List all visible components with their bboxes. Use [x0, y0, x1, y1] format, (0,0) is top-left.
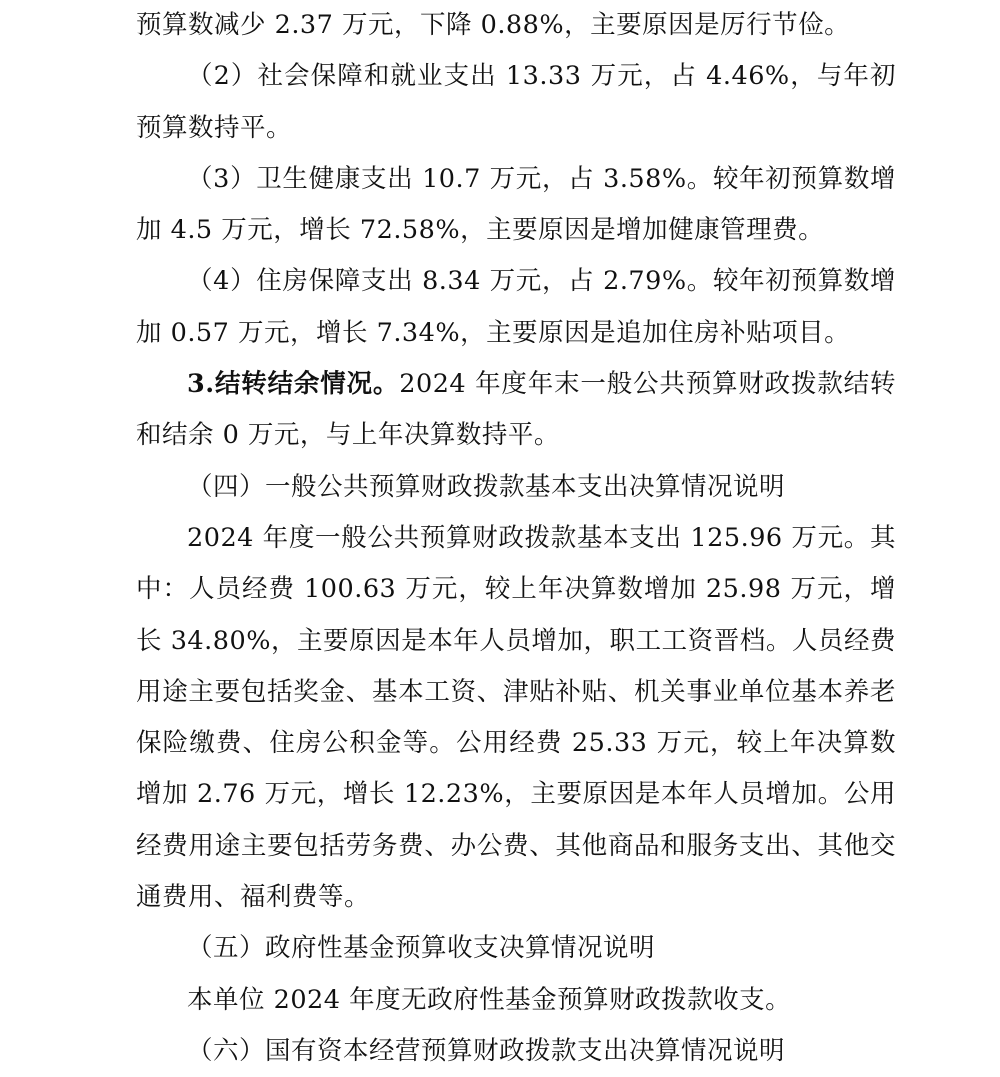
section-heading-government-fund: （五）政府性基金预算收支决算情况说明: [187, 933, 656, 964]
section-heading-state-capital: （六）国有资本经营预算财政拨款支出决算情况说明: [187, 1035, 786, 1066]
section-heading-basic-expenditure: （四）一般公共预算财政拨款基本支出决算情况说明: [187, 471, 786, 502]
paragraph-housing: （4）住房保障支出 8.34 万元，占 2.79%。较年初预算数增加 0.57 万元，增长 7.34%，主要原因是追加住房补贴项目。: [136, 266, 896, 348]
paragraph-carryover: [136, 359, 896, 462]
paragraph-basic-expenditure: 2024 年度一般公共预算财政拨款基本支出 125.96 万元。其中：人员经费 100.63 万元，较上年决算数增加 25.98 万元，增长 34.80%，主要原因是本年人员增加，职工工资晋档。人员经费用途主要包括奖金、基本工资、津贴补贴、机关事业单位基本养老保险缴费、住房公积金等。公用经费 25.33 万元，较上年决算数增加 2.76 万元，增长 12.23%，主要原因是本年人员增加。公用经费用途主要包括劳务费、办公费、其他商品和服务支出、其他交通费用、福利费等。: [136, 522, 896, 913]
paragraph-social-security: （2）社会保障和就业支出 13.33 万元，占 4.46%，与年初预算数持平。: [136, 61, 896, 143]
document-page: [136, 0, 896, 1077]
paragraph-government-fund: 本单位 2024 年度无政府性基金预算财政拨款收支。: [187, 984, 792, 1015]
carryover-lead: 3.结转结余情况。: [187, 369, 400, 400]
paragraph-continuation: 预算数减少 2.37 万元，下降 0.88%，主要原因是厉行节俭。: [136, 10, 851, 40]
carryover-text: 2024 年度年末一般公共预算财政拨款结转和结余 0 万元，与上年决算数持平。: [136, 369, 896, 451]
paragraph-health: （3）卫生健康支出 10.7 万元，占 3.58%。较年初预算数增加 4.5 万元，增长 72.58%，主要原因是增加健康管理费。: [136, 163, 896, 246]
